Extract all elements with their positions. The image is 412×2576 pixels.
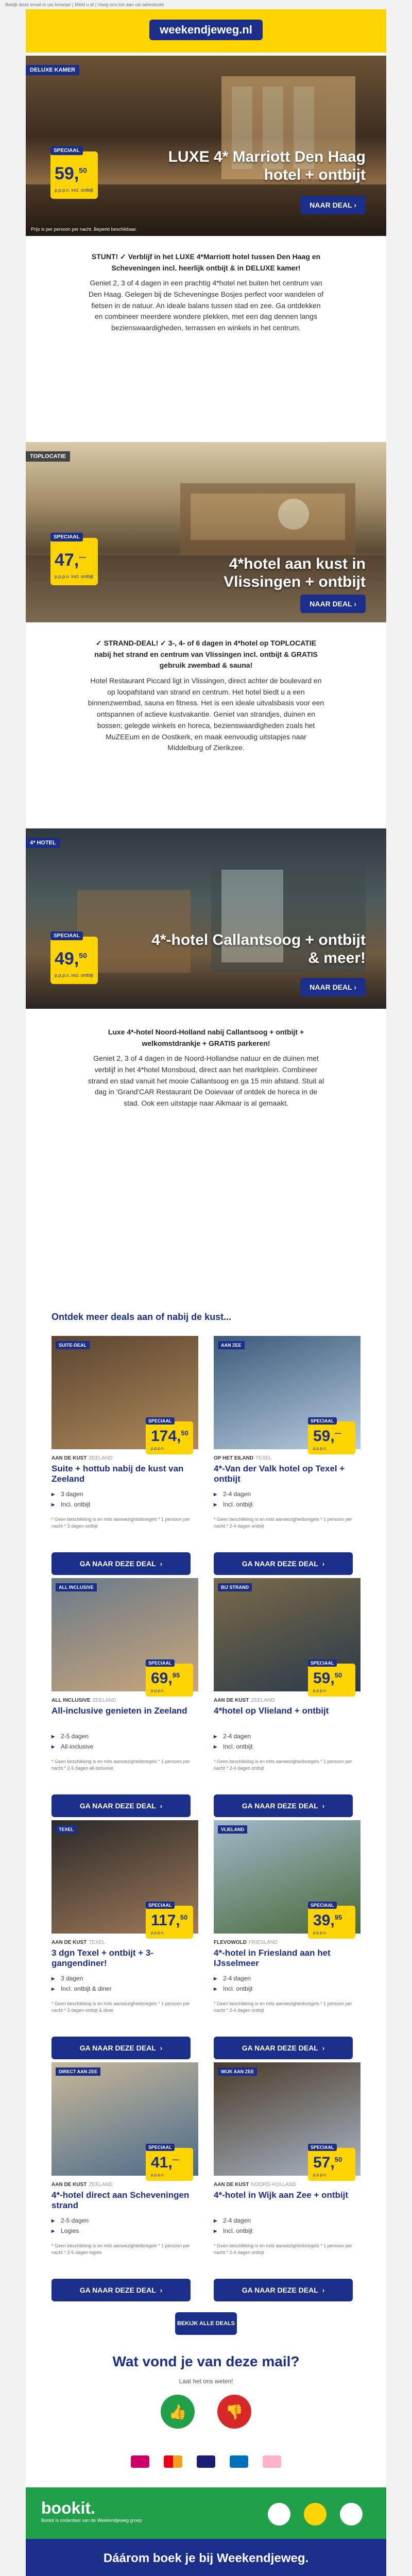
deal-fineprint: * Geen beschikking is en mits aanwezigheidsregels * 1 persoon per nacht * 3 dagen ontbijt <box>52 1517 190 1529</box>
hero-ribbon: 4* HOTEL <box>26 838 60 848</box>
deal-title[interactable]: Suite + hottub nabij de kust van Zeeland <box>52 1464 184 1484</box>
price-value: 59,50 <box>313 1670 342 1687</box>
deal-location: OP HET EILAND TEXEL <box>214 1455 272 1461</box>
deal-fineprint: * Geen beschikking is en mits aanwezigheidsregels * 1 persoon per nacht * 2-4 dagen ontbijt <box>214 2243 352 2255</box>
price-value: 174,50 <box>151 1428 188 1445</box>
price-value: 117,50 <box>151 1912 188 1929</box>
price-per: p.p.p.n. <box>151 1930 165 1935</box>
badge-label: SPECIAAL <box>146 2144 175 2151</box>
deal-location: AAN DE KUST NOORD-HOLLAND <box>214 2182 297 2188</box>
deal-fineprint: * Geen beschikking is en mits aanwezigheidsregels * 1 persoon per nacht * 2-4 dagen ontbijt <box>214 1759 352 1771</box>
brand-logo[interactable]: weekendjeweg.nl <box>149 20 263 40</box>
deal-badge: TEXEL <box>56 1825 77 1834</box>
price-badge <box>308 2145 355 2181</box>
deal-duration: ▸ 2-4 dagen <box>214 1490 251 1498</box>
price-badge <box>308 1418 355 1454</box>
hero-ribbon: TOPLOCATIE <box>26 451 70 462</box>
price-per: p.p.p.n. <box>313 1930 327 1935</box>
intro-lead: ✓ STRAND-DEAL! ✓ 3-, 4- of 6 dagen in 4*hotel op TOPLOCATIE nabij het strand en centrum van Vlissingen incl. ontbijt & GRATIS gebruik zwembad & sauna! <box>94 639 318 670</box>
deal-title[interactable]: 4*-hotel in Friesland aan het IJsselmeer <box>214 1948 331 1969</box>
ideal-icon <box>131 2455 149 2468</box>
deal-fineprint: * Geen beschikking is en mits aanwezigheidsregels * 1 persoon per nacht * 2-4 dagen ontbijt <box>214 1517 352 1529</box>
deal-board: ▸ Incl. ontbijt <box>214 1985 252 1992</box>
deal-duration: ▸ 2-5 dagen <box>52 1733 89 1740</box>
partner-logo-icon <box>340 2503 363 2526</box>
deal-location: AAN DE KUST ZEELAND <box>52 1455 113 1461</box>
deal-card[interactable] <box>214 1820 360 2073</box>
deal-fineprint: * Geen beschikking is en mits aanwezigheidsregels * 1 persoon per nacht * 2-5 dagen logies <box>52 2243 190 2255</box>
deal-title[interactable]: 4*hotel op Vlieland + ontbijt <box>214 1706 329 1716</box>
badge-label: SPECIAAL <box>50 931 83 940</box>
deal-duration: ▸ 3 dagen <box>52 1975 83 1982</box>
price-badge <box>146 1418 193 1454</box>
badge-label: SPECIAAL <box>50 146 83 155</box>
price-per: p.p.p.n. <box>313 1688 327 1693</box>
partner-logo-icon <box>268 2503 290 2526</box>
hero-deal-3[interactable] <box>26 828 386 1009</box>
badge-label: SPECIAAL <box>146 1659 175 1667</box>
price-per: p.p.p.n. <box>151 1446 165 1451</box>
price-badge <box>146 2145 193 2181</box>
thumbs-down-icon[interactable]: 👎 <box>217 2395 251 2429</box>
partner-logo-icon <box>304 2503 327 2526</box>
deal-board: ▸ Incl. ontbijt <box>214 1743 252 1750</box>
deal-board: ▸ Incl. ontbijt <box>214 1501 252 1508</box>
brand-header <box>26 9 386 53</box>
deal-duration: ▸ 2-5 dagen <box>52 2217 89 2224</box>
deal-board: ▸ All-inclusive <box>52 1743 93 1750</box>
hero-fineprint: Prijs is per persoon per nacht. Beperkt beschikbaar. <box>31 227 138 232</box>
go-to-deal-button[interactable]: GA NAAR DEZE DEAL › <box>214 2279 353 2301</box>
poll-title: Wat vond je van deze mail? <box>112 2353 300 2369</box>
deal-fineprint: * Geen beschikking is en mits aanwezigheidsregels * 1 persoon per nacht * 2-4 dagen ontbijt <box>214 2001 352 2013</box>
deal-fineprint: * Geen beschikking is en mits aanwezigheidsregels * 1 persoon per nacht * 2-5 dagen all-inclusive <box>52 1759 190 1771</box>
deal-location: AAN DE KUST ZEELAND <box>214 1698 275 1703</box>
price-badge <box>50 933 98 984</box>
bookit-banner[interactable] <box>26 2487 386 2539</box>
price-badge <box>146 1903 193 1939</box>
mastercard-icon <box>164 2455 182 2468</box>
intro-lead: Luxe 4*-hotel Noord-Holland nabij Callantsoog + ontbijt + welkomstdrankje + GRATIS parkeren! <box>108 1028 304 1047</box>
payment-methods <box>26 2451 386 2472</box>
deal-title[interactable]: 4*-hotel direct aan Scheveningen strand <box>52 2190 190 2211</box>
price-sub: p.p.p.n. incl. ontbijt <box>55 188 94 193</box>
hero-title: 4*hotel aan kust in Vlissingen + ontbijt <box>224 555 366 590</box>
badge-label: SPECIAAL <box>308 1659 337 1667</box>
hero-title: LUXE 4* Marriott Den Haag hotel + ontbijt <box>168 148 366 183</box>
go-to-deal-button[interactable]: GA NAAR DEZE DEAL › <box>52 2037 191 2059</box>
paypal-icon <box>230 2455 248 2468</box>
intro-body: Geniet 2, 3 of 4 dagen in een prachtig 4*hotel net buiten het centrum van Den Haag. Gelegen bij de Scheveningse Bosjes perfect voor wandelen of fietsen in de natuur. An ideale balans tussen stad en zee. Ga ontdekken en combineer meerdere wondere plekken, met een dag dennen langs bezienswaardigheden, terrassen en winkels in het centrum. <box>88 279 324 332</box>
hero-deal-button[interactable]: NAAR DEAL › <box>300 196 366 214</box>
price-badge <box>50 534 98 585</box>
deal-card[interactable] <box>214 1578 360 1831</box>
deal-location: ALL INCLUSIVE ZEELAND <box>52 1698 116 1703</box>
intro-body: Geniet 2, 3 of 4 dagen in de Noord-Hollandse natuur en de duinen met verblijf in het 4*hotel Monsboud, direct aan het marktplein. Combineer strand en stad vanuit het mooie Callantsoog en ga 15 min afstand. Stuit al dag in 'Grand'CAR Restaurant De Ooievaar of ontdek de horeca in de stad. Ook een uitstapje naar Alkmaar is al gemaakt. <box>88 1054 324 1108</box>
badge-label: SPECIAAL <box>50 533 83 541</box>
deal-location: FLEVOWOLD FRIESLAND <box>214 1940 278 1945</box>
deal-card[interactable] <box>52 2062 198 2315</box>
price-badge <box>308 1660 355 1697</box>
price-per: p.p.p.n. <box>313 1446 327 1451</box>
price-per: p.p.p.n. <box>151 1688 165 1693</box>
visa-icon <box>197 2455 215 2468</box>
why-title: Dáárom boek je bij Weekendjeweg. <box>103 2551 309 2565</box>
hero-deal-button[interactable]: NAAR DEAL › <box>300 978 366 996</box>
deal-card[interactable] <box>52 1336 198 1588</box>
price-value: 57,50 <box>313 2154 342 2171</box>
badge-label: SPECIAAL <box>146 1417 175 1425</box>
thumbs-up-icon[interactable]: 👍 <box>161 2395 195 2429</box>
deal-board: ▸ Incl. ontbijt <box>214 2227 252 2234</box>
deal-badge: SUITE-DEAL <box>56 1341 90 1349</box>
deal-badge: DIRECT AAN ZEE <box>56 2067 100 2076</box>
poll-subtitle: Laat het ons weten! <box>179 2378 233 2385</box>
price-value: 47,— <box>55 550 87 570</box>
deal-fineprint: * Geen beschikking is en mits aanwezigheidsregels * 1 persoon per nacht * 3 dagen ontbijt & diner <box>52 2001 190 2013</box>
price-per: p.p.p.n. <box>151 2173 165 2177</box>
price-value: 59,50 <box>55 164 87 183</box>
badge-label: SPECIAAL <box>308 2144 337 2151</box>
deal-duration: ▸ 2-4 dagen <box>214 2217 251 2224</box>
deal-title[interactable]: 4*-hotel in Wijk aan Zee + ontbijt <box>214 2190 349 2200</box>
go-to-deal-button[interactable]: GA NAAR DEZE DEAL › <box>52 2279 191 2301</box>
hero-title: 4*-hotel Callantsoog + ontbijt & meer! <box>151 931 366 967</box>
intro-body: Hotel Restaurant Piccard ligt in Vlissingen, direct achter de boulevard en op loopafstand van strand en centrum. Het hotel biedt u a een binnenzwembad, sauna en fitness. Het is een ideale uitvalsbasis voor een ontspannen of actieve kustvakantie. Geniet van strandjes, duinen en bossen; gelegde winkels en horeca, bezienswaardigheden zoals het MuZEEum en de Oostkerk, en maak eenvoudig uitstapjes naar Middelburg of Zierikzee. <box>88 676 324 752</box>
hero-ribbon: DELUXE KAMER <box>26 65 79 75</box>
why-book-section <box>26 2539 386 2576</box>
price-badge <box>308 1903 355 1939</box>
go-to-deal-button[interactable]: GA NAAR DEZE DEAL › <box>52 1552 191 1575</box>
email-body <box>26 9 386 2576</box>
deal-badge: WIJK AAN ZEE <box>218 2067 257 2076</box>
hero-intro-2 <box>88 638 324 754</box>
deal-duration: ▸ 3 dagen <box>52 1490 83 1498</box>
hero-deal-1[interactable] <box>26 56 386 236</box>
deal-badge: VLIELAND <box>218 1825 247 1834</box>
deal-title[interactable]: 4*-Van der Valk hotel op Texel + ontbijt <box>214 1464 345 1484</box>
deal-card[interactable] <box>52 1820 198 2073</box>
deal-location: AAN DE KUST ZEELAND <box>52 2182 113 2188</box>
hero-deal-2[interactable] <box>26 442 386 622</box>
badge-label: SPECIAAL <box>308 1902 337 1909</box>
deal-board: ▸ Incl. ontbijt <box>52 1501 90 1508</box>
more-deals-title: Ontdek meer deals aan of nabij de kust... <box>52 1312 232 1322</box>
deal-location: AAN DE KUST TEXEL <box>52 1940 106 1945</box>
deal-title[interactable]: All-inclusive genieten in Zeeland <box>52 1706 187 1716</box>
deal-badge: BIJ STRAND <box>218 1583 252 1591</box>
price-per: p.p.p.n. <box>313 2173 327 2177</box>
deal-duration: ▸ 2-4 dagen <box>214 1975 251 1982</box>
deal-board: ▸ Logies <box>52 2227 79 2234</box>
price-value: 59,— <box>313 1428 341 1445</box>
deal-duration: ▸ 2-4 dagen <box>214 1733 251 1740</box>
deal-card[interactable] <box>52 1578 198 1831</box>
price-value: 41,— <box>151 2154 179 2171</box>
all-deals-button[interactable]: BEKIJK ALLE DEALS <box>175 2312 237 2335</box>
price-sub: p.p.p.n. incl. ontbijt <box>55 973 94 978</box>
price-value: 69,95 <box>151 1670 180 1687</box>
deal-board: ▸ Incl. ontbijt & diner <box>52 1985 112 1992</box>
deal-badge: AAN ZEE <box>218 1341 245 1349</box>
hero-intro-1 <box>88 251 324 334</box>
deal-card[interactable] <box>214 2062 360 2315</box>
price-badge <box>146 1660 193 1697</box>
preheader[interactable]: Bekijk deze email in uw browser | Meld u af | Voeg ons toe aan uw adresboek <box>5 2 164 7</box>
hero-deal-button[interactable]: NAAR DEAL › <box>300 595 366 613</box>
deal-badge: ALL INCLUSIVE <box>56 1583 97 1591</box>
hero-intro-3 <box>88 1027 324 1109</box>
klarna-icon <box>263 2455 281 2468</box>
deal-card[interactable] <box>214 1336 360 1588</box>
go-to-deal-button[interactable]: GA NAAR DEZE DEAL › <box>214 2037 353 2059</box>
deal-title[interactable]: 3 dgn Texel + ontbijt + 3-gangendiner! <box>52 1948 154 1969</box>
price-value: 39,95 <box>313 1912 342 1929</box>
price-value: 49,50 <box>55 949 87 969</box>
go-to-deal-button[interactable]: GA NAAR DEZE DEAL › <box>214 1552 353 1575</box>
go-to-deal-button[interactable]: GA NAAR DEZE DEAL › <box>52 1794 191 1817</box>
intro-lead: STUNT! ✓ Verblijf in het LUXE 4*Marriott hotel tussen Den Haag en Scheveningen incl. heerlijk ontbijt & in DELUXE kamer! <box>91 252 321 272</box>
badge-label: SPECIAAL <box>308 1417 337 1425</box>
bookit-logo: bookit. Bookit is onderdeel van de Weekendjeweg groep <box>41 2499 142 2523</box>
price-badge <box>50 148 98 199</box>
go-to-deal-button[interactable]: GA NAAR DEZE DEAL › <box>214 1794 353 1817</box>
badge-label: SPECIAAL <box>146 1902 175 1909</box>
price-sub: p.p.p.n. incl. ontbijt <box>55 574 94 579</box>
